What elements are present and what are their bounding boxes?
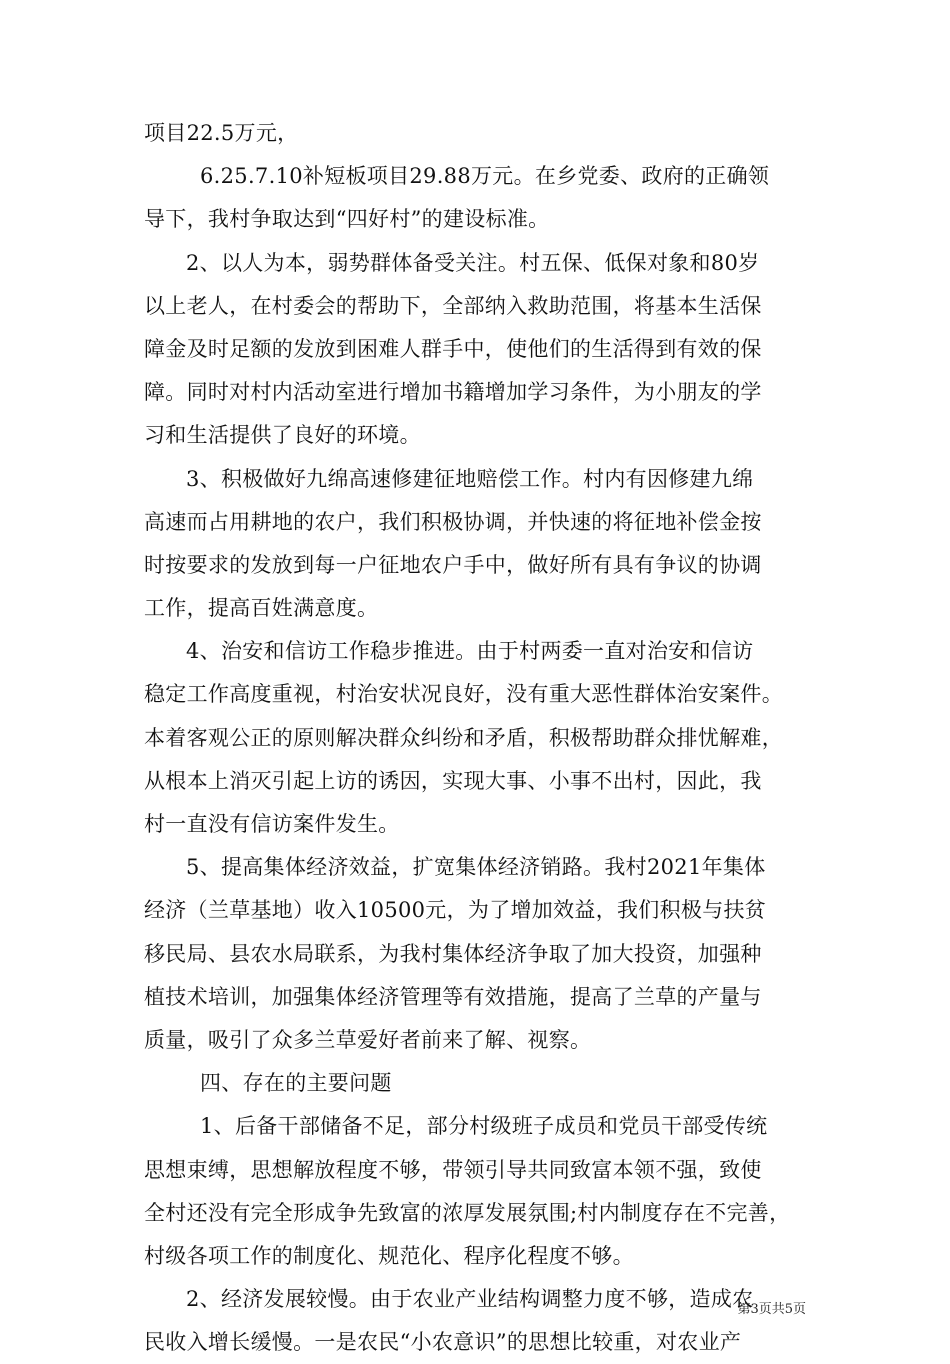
- text-line: 质量，吸引了众多兰草爱好者前来了解、视察。: [144, 1027, 592, 1052]
- text-line: 1、后备干部储备不足，部分村级班子成员和党员干部受传统: [200, 1114, 768, 1139]
- text-line: 2、以人为本，弱势群体备受关注。村五保、低保对象和80岁: [186, 250, 760, 275]
- text-line: 村一直没有信访案件发生。: [144, 812, 400, 836]
- text-line: 障。同时对村内活动室进行增加书籍增加学习条件，为小朋友的学: [144, 380, 762, 405]
- text-line: 工作，提高百姓满意度。: [144, 596, 379, 621]
- text-line: 项目22.5万元，: [144, 121, 299, 145]
- paragraph-vulnerable-groups: [144, 242, 808, 458]
- text-line: 时按要求的发放到每一户征地农户手中，做好所有具有争议的协调: [144, 552, 762, 577]
- paragraph-public-security: [144, 630, 808, 846]
- page-number: 第3页共5页: [737, 1302, 806, 1317]
- text-line: 全村还没有完全形成争先致富的浓厚发展氛围;村内制度存在不完善，: [144, 1200, 791, 1225]
- text-line: 村级各项工作的制度化、规范化、程序化程度不够。: [144, 1243, 634, 1268]
- text-line: 障金及时足额的发放到困难人群手中，使他们的生活得到有效的保: [144, 336, 762, 361]
- text-line: 本着客观公正的原则解决群众纠纷和矛盾，积极帮助群众排忧解难，: [144, 725, 783, 750]
- text-line: 以上老人，在村委会的帮助下，全部纳入救助范围，将基本生活保: [144, 293, 762, 318]
- text-line: 6.25.7.10补短板项目29.88万元。在乡党委、政府的正确领: [200, 164, 770, 189]
- paragraph-collective-economy: [144, 846, 808, 1062]
- text-line: 高速而占用耕地的农户，我们积极协调，并快速的将征地补偿金按: [144, 509, 762, 534]
- text-line: 植技术培训，加强集体经济管理等有效措施，提高了兰草的产量与: [144, 984, 762, 1009]
- paragraph-cadre-reserve: [144, 1105, 808, 1278]
- document-body: [144, 112, 808, 1364]
- text-line: 习和生活提供了良好的环境。: [144, 423, 421, 448]
- section-heading: 四、存在的主要问题: [200, 1071, 392, 1096]
- text-line: 民收入增长缓慢。一是农民“小农意识”的思想比较重，对农业产: [144, 1330, 742, 1355]
- text-line: 经济（兰草基地）收入10500元，为了增加效益，我们积极与扶贫: [144, 898, 767, 923]
- section-heading-problems: [144, 1062, 808, 1105]
- text-line: 稳定工作高度重视，村治安状况良好，没有重大恶性群体治安案件。: [144, 682, 783, 707]
- text-line: 2、经济发展较慢。由于农业产业结构调整力度不够，造成农: [186, 1287, 754, 1312]
- paragraph-shortboard: [144, 155, 808, 241]
- text-line: 思想束缚，思想解放程度不够，带领引导共同致富本领不强，致使: [144, 1157, 762, 1182]
- text-line: 移民局、县农水局联系，为我村集体经济争取了加大投资，加强种: [144, 941, 762, 966]
- paragraph-land-compensation: [144, 458, 808, 631]
- text-line: 从根本上消灭引起上访的诱因，实现大事、小事不出村，因此，我: [144, 768, 762, 793]
- paragraph-project-amount: [144, 112, 808, 155]
- text-line: 5、提高集体经济效益，扩宽集体经济销路。我村2021年集体: [186, 855, 766, 880]
- text-line: 导下，我村争取达到“四好村”的建设标准。: [144, 207, 550, 232]
- text-line: 3、积极做好九绵高速修建征地赔偿工作。村内有因修建九绵: [186, 466, 754, 491]
- paragraph-economic-development: [144, 1278, 808, 1364]
- text-line: 4、治安和信访工作稳步推进。由于村两委一直对治安和信访: [186, 639, 754, 664]
